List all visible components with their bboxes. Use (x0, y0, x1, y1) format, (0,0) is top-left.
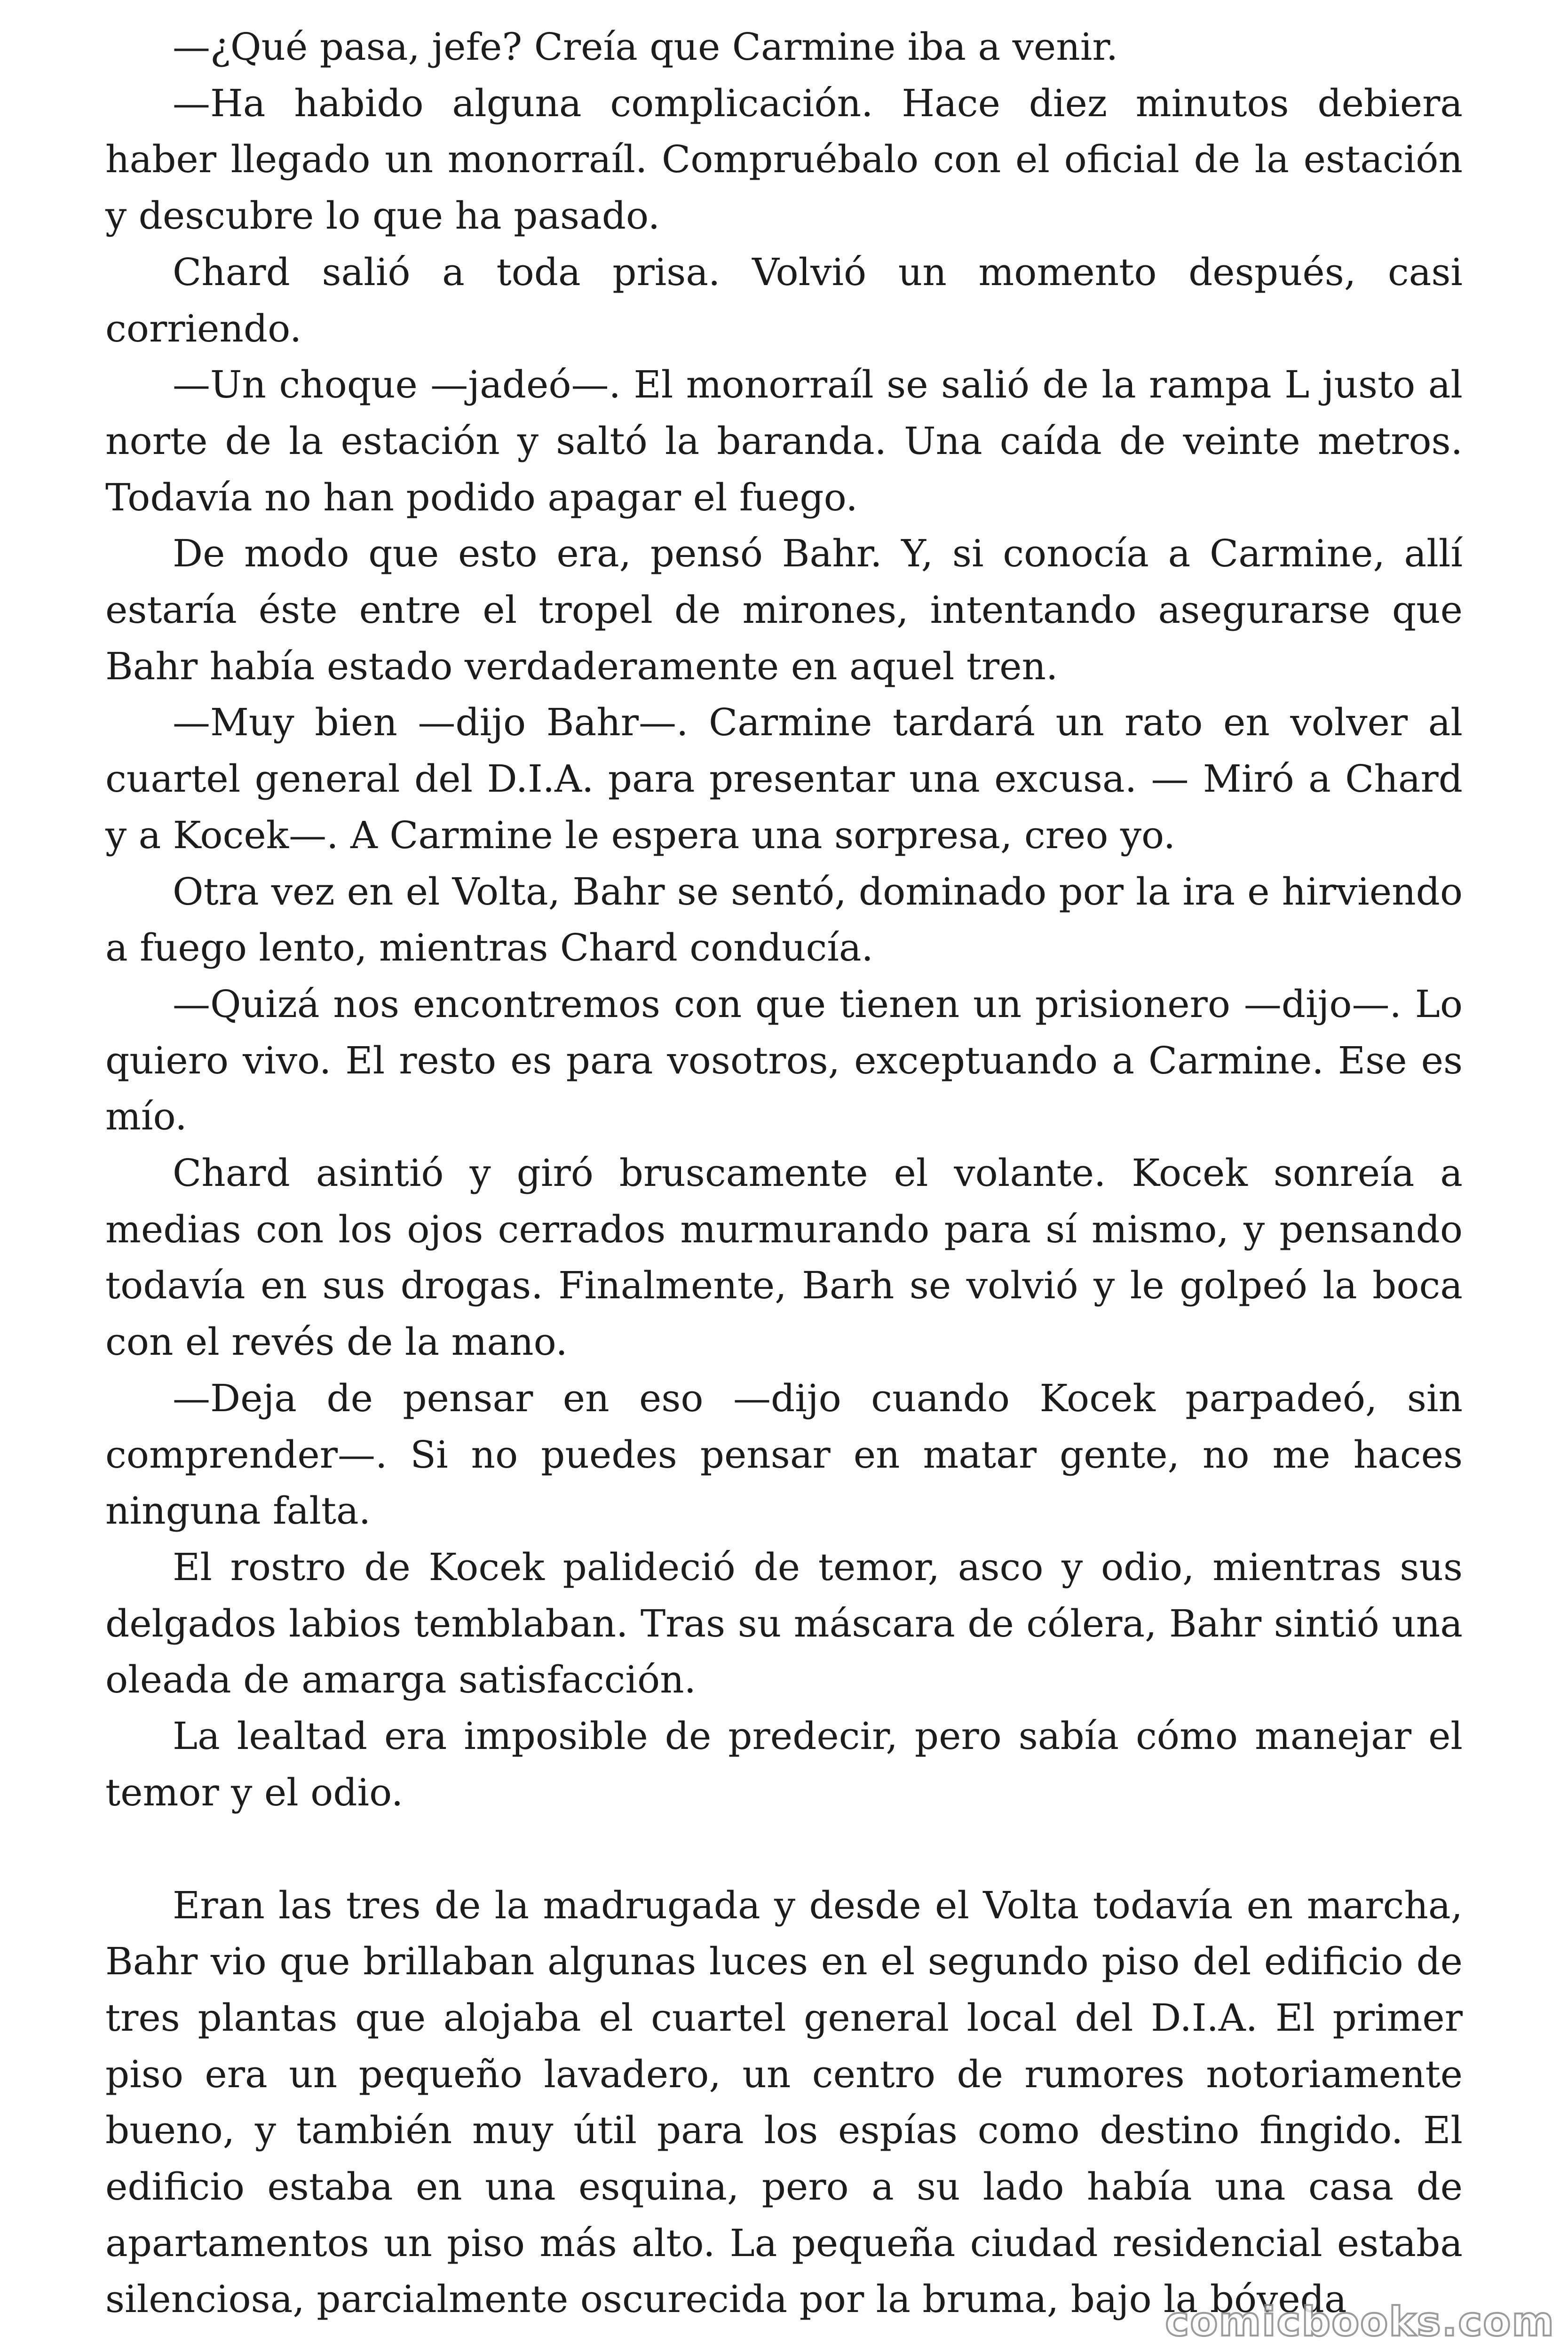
paragraph: Eran las tres de la madrugada y desde el Volta todavía en marcha, Bahr vio que brillaban algunas luces en el segundo piso del edificio de tres plantas que alojaba el cuartel general local del D.I.A. El primer piso era un pequeño lavadero, un centro de rumores notoriamente bueno, y también muy útil para los espías como destino fingido. El edificio estaba en una esquina, pero a su lado había una casa de apartamentos un piso más alto. La pequeña ciudad residencial estaba silenciosa, parcialmente oscurecida por la bruma, bajo la bóveda (105, 1883, 1463, 2321)
paragraph: Chard asintió y giró bruscamente el volante. Kocek sonreía a medias con los ojos cerrados murmurando para sí mismo, y pensando todavía en sus drogas. Finalmente, Barh se volvió y le golpeó la boca con el revés de la mano. (105, 1151, 1463, 1364)
paragraph: La lealtad era imposible de predecir, pero sabía cómo manejar el temor y el odio. (105, 1714, 1463, 1814)
paragraph: —¿Qué pasa, jefe? Creía que Carmine iba a venir. (173, 25, 1118, 69)
paragraph: —Quizá nos encontremos con que tienen un prisionero —dijo—. Lo quiero vivo. El resto es para vosotros, exceptuando a Carmine. Ese es mío. (105, 982, 1463, 1139)
watermark-text: comicbooks.com (1165, 2298, 1555, 2345)
page-text (105, 19, 1463, 2328)
paragraph: El rostro de Kocek palideció de temor, asco y odio, mientras sus delgados labios temblaban. Tras su máscara de cólera, Bahr sintió una oleada de amarga satisfacción. (105, 1545, 1463, 1702)
paragraph: Otra vez en el Volta, Bahr se sentó, dominado por la ira e hirviendo a fuego lento, mientras Chard conducía. (105, 869, 1463, 970)
paragraph: —Muy bien —dijo Bahr—. Carmine tardará un rato en volver al cuartel general del D.I.A. para presentar una excusa. — Miró a Chard y a Kocek—. A Carmine le espera una sorpresa, creo yo. (105, 700, 1463, 857)
paragraph: —Deja de pensar en eso —dijo cuando Kocek parpadeó, sin comprender—. Si no puedes pensar en matar gente, no me haces ninguna falta. (105, 1376, 1463, 1533)
paragraph: Chard salió a toda prisa. Volvió un momento después, casi corriendo. (105, 250, 1463, 350)
paragraph: —Ha habido alguna complicación. Hace diez minutos debiera haber llegado un monorraíl. Compruébalo con el oficial de la estación y descubre lo que ha pasado. (105, 81, 1463, 238)
paragraph: De modo que esto era, pensó Bahr. Y, si conocía a Carmine, allí estaría éste entre el tropel de mirones, intentando asegurarse que Bahr había estado verdaderamente en aquel tren. (105, 532, 1463, 688)
paragraph: —Un choque —jadeó—. El monorraíl se salió de la rampa L justo al norte de la estación y saltó la baranda. Una caída de veinte metros. Todavía no han podido apagar el fuego. (105, 363, 1463, 519)
